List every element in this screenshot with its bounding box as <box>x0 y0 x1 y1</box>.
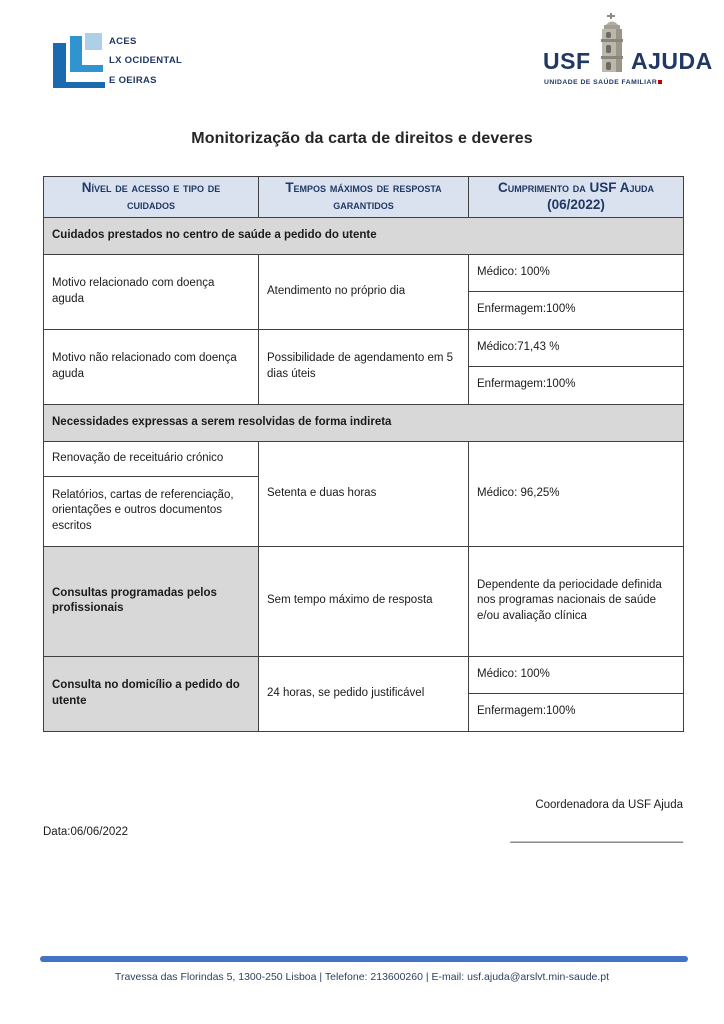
cell-home-consultation: Consulta no domicílio a pedido do utente <box>44 656 259 731</box>
cell-scheduled-consultations: Consultas programadas pelos profissionais <box>44 546 259 656</box>
table-row <box>44 254 684 291</box>
coordinator-label: Coordenadora da USF Ajuda <box>535 799 683 811</box>
cell-scheduling-5-days: Possibilidade de agendamento em 5 dias úteis <box>259 329 469 404</box>
cell-acute-illness-reason: Motivo relacionado com doença aguda <box>44 254 259 329</box>
cell-row1-medico: Médico: 100% <box>469 254 684 291</box>
usf-logo-word-usf: USF <box>543 48 591 74</box>
aces-logo-light-square <box>85 33 102 50</box>
col-header-compliance-line1: Cumprimento da USF Ajuda <box>497 180 655 195</box>
usf-logo-subtitle-text: UNIDADE DE SAÚDE FAMILIAR <box>544 79 658 86</box>
cell-row5-enfermagem: Enfermagem:100% <box>469 693 684 731</box>
cell-row3-medico: Médico: 96,25% <box>469 441 684 546</box>
table-row <box>44 441 684 476</box>
col-header-compliance-period: (06/2022) <box>547 196 605 212</box>
cell-no-max-response-time: Sem tempo máximo de resposta <box>259 546 469 656</box>
usf-ajuda-logo <box>543 12 713 92</box>
section-header-direct-care: Cuidados prestados no centro de saúde a pedido do utente <box>44 217 684 254</box>
cell-24-hours-justified: 24 horas, se pedido justificável <box>259 656 469 731</box>
signature-line: ___________________________ <box>510 831 683 843</box>
col-header-compliance <box>469 177 684 218</box>
table-header-row <box>44 177 684 218</box>
cell-reports-documents: Relatórios, cartas de referenciação, orientações e outros documentos escritos <box>44 476 259 546</box>
cell-seventy-two-hours: Setenta e duas horas <box>259 441 469 546</box>
col-header-max-response-times: Tempos máximos de resposta garantidos <box>259 177 469 218</box>
aces-logo-line2: LX OCIDENTAL <box>109 55 183 66</box>
usf-logo-word-ajuda: AJUDA <box>631 48 713 74</box>
footer-contact-info: Travessa das Florindas 5, 1300-250 Lisboa | Telefone: 213600260 | E-mail: usf.ajuda@arslvt.min-saude.pt <box>114 971 610 983</box>
section-row <box>44 404 684 441</box>
table-row <box>44 656 684 693</box>
aces-logo-mid-l-horizontal <box>70 65 103 72</box>
aces-logo-line1: ACES <box>109 36 137 47</box>
cell-chronic-prescription-renewal: Renovação de receituário crónico <box>44 441 259 476</box>
date-label: Data:06/06/2022 <box>43 826 129 838</box>
aces-logo-line3: E OEIRAS <box>109 75 157 86</box>
red-square-icon <box>658 80 662 84</box>
footer-divider-bar <box>40 956 688 962</box>
col-header-access-level: Nível de acesso e tipo de cuidados <box>44 177 259 218</box>
section-row <box>44 217 684 254</box>
cell-depends-national-programs: Dependente da periocidade definida nos programas nacionais de saúde e/ou avaliação clínica <box>469 546 684 656</box>
monitoring-table <box>43 176 684 732</box>
cell-row1-enfermagem: Enfermagem:100% <box>469 291 684 329</box>
cell-row2-medico: Médico:71,43 % <box>469 329 684 366</box>
page-title: Monitorização da carta de direitos e deveres <box>191 130 533 147</box>
aces-logo <box>53 33 243 89</box>
usf-tower-icon <box>595 12 629 81</box>
section-header-indirect-needs: Necessidades expressas a serem resolvidas de forma indireta <box>44 404 684 441</box>
cell-row5-medico: Médico: 100% <box>469 656 684 693</box>
cell-non-acute-reason: Motivo não relacionado com doença aguda <box>44 329 259 404</box>
table-row <box>44 546 684 656</box>
cell-same-day-service: Atendimento no próprio dia <box>259 254 469 329</box>
aces-logo-dark-l-horizontal <box>53 82 105 88</box>
table-row <box>44 329 684 366</box>
cell-row2-enfermagem: Enfermagem:100% <box>469 366 684 404</box>
usf-logo-subtitle <box>544 79 662 86</box>
